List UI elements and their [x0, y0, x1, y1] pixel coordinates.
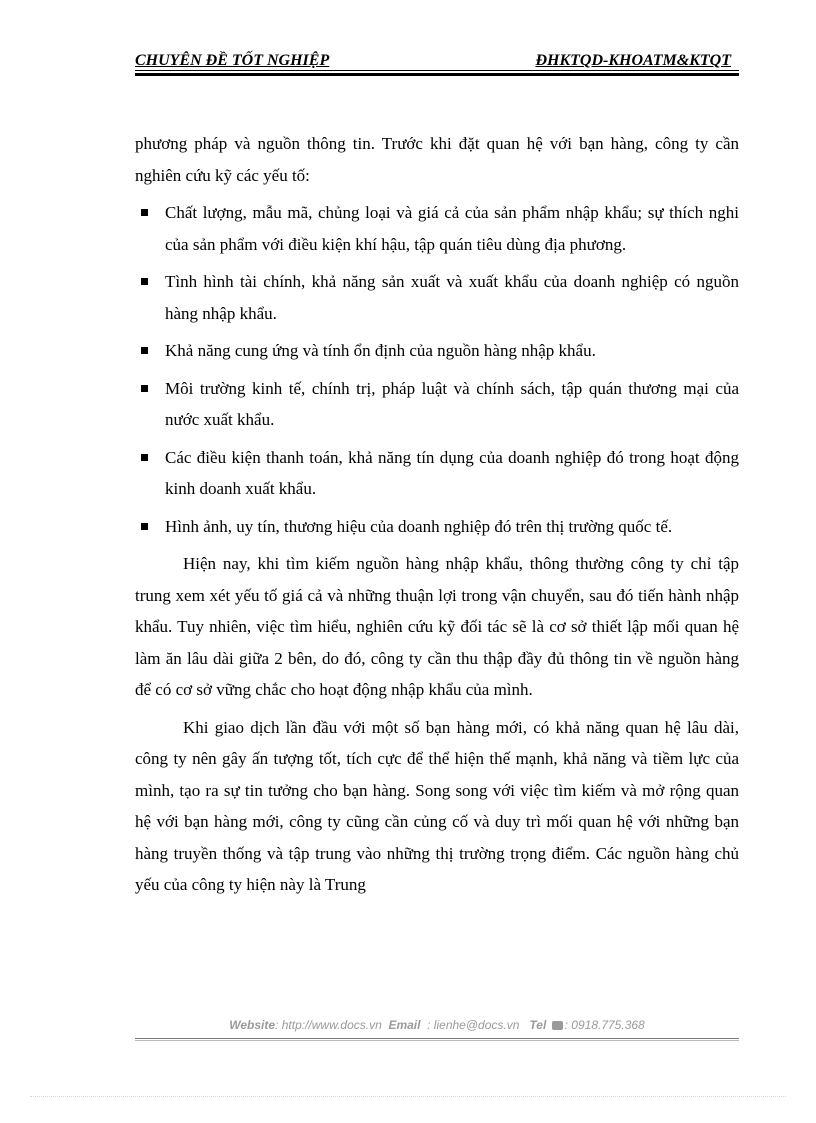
body-paragraph-1: Hiện nay, khi tìm kiếm nguồn hàng nhập khẩu, thông thường công ty chỉ tập trung xem xét yếu tố giá cả và những thuận lợi trong vận chuyển, sau đó tiến hành nhập khẩu. Tuy nhiên, việc tìm hiểu, nghiên cứu kỹ đối tác sẽ là cơ sở thiết lập mối quan hệ làm ăn lâu dài giữa 2 bên, do đó, công ty cần thu thập đầy đủ thông tin về nguồn hàng để có cơ sở vững chắc cho hoạt động nhập khẩu của mình. [135, 554, 739, 699]
phone-icon [552, 1021, 563, 1030]
list-item-text: Tình hình tài chính, khả năng sản xuất và xuất khẩu của doanh nghiệp có nguồn hàng nhập khẩu. [165, 272, 739, 323]
list-item [135, 197, 739, 260]
list-item [135, 511, 739, 543]
header-rule [135, 70, 739, 71]
tel-label: Tel [529, 1018, 547, 1032]
bullet-square-icon [141, 347, 148, 354]
page-footer [135, 1016, 739, 1046]
body-paragraph-2: Khi giao dịch lần đầu với một số bạn hàng mới, có khả năng quan hệ lâu dài, công ty nên gây ấn tượng tốt, tích cực để thể hiện thế mạnh, khả năng và tiềm lực của mình, tạo ra sự tin tưởng cho bạn hàng. Song song với việc tìm kiếm và mở rộng quan hệ với bạn hàng mới, công ty cũng cần củng cố và duy trì mối quan hệ với những bạn hàng truyền thống và tập trung vào những thị trường trọng điểm. Các nguồn hàng chủ yếu của công ty hiện này là Trung [135, 717, 739, 894]
footer-contact [135, 1018, 739, 1032]
page-header [135, 48, 739, 78]
page-bottom-edge [30, 1096, 786, 1097]
website-link[interactable]: : http://www.docs.vn [275, 1018, 382, 1032]
intro-paragraph: phương pháp và nguồn thông tin. Trước khi đặt quan hệ với bạn hàng, công ty cần nghiên cứu kỹ các yếu tố: [135, 134, 739, 185]
list-item-text: Chất lượng, mẫu mã, chủng loại và giá cả của sản phẩm nhập khẩu; sự thích nghi của sản phẩm với điều kiện khí hậu, tập quán tiêu dùng địa phương. [165, 203, 739, 254]
email-link[interactable]: : lienhe@docs.vn [427, 1018, 520, 1032]
list-item [135, 442, 739, 505]
list-item-text: Môi trường kinh tế, chính trị, pháp luật và chính sách, tập quán thương mại của nước xuất khẩu. [165, 378, 739, 429]
list-item-text: Các điều kiện thanh toán, khả năng tín dụng của doanh nghiệp đó trong hoạt động kinh doanh xuất khẩu. [165, 447, 739, 498]
tel-number: : 0918.775.368 [564, 1018, 645, 1032]
bullet-square-icon [141, 523, 148, 530]
header-faculty: ĐHKTQD-KHOATM&KTQT [535, 52, 731, 69]
bullet-square-icon [141, 278, 148, 285]
website-label: Website [229, 1018, 276, 1032]
factor-list [135, 197, 739, 542]
list-item [135, 266, 739, 329]
bullet-square-icon [141, 454, 148, 461]
list-item-text: Khả năng cung ứng và tính ổn định của nguồn hàng nhập khẩu. [165, 341, 596, 360]
bullet-square-icon [141, 385, 148, 392]
header-rule-thick [135, 73, 739, 76]
page-content [135, 128, 739, 901]
list-item-text: Hình ảnh, uy tín, thương hiệu của doanh nghiệp đó trên thị trường quốc tế. [165, 516, 673, 536]
header-title: CHUYÊN ĐỀ TỐT NGHIỆP [135, 52, 330, 69]
footer-rule-shadow [135, 1040, 739, 1041]
email-label: Email [388, 1018, 421, 1032]
list-item [135, 335, 739, 367]
footer-rule [135, 1038, 739, 1039]
bullet-square-icon [141, 209, 148, 216]
list-item [135, 373, 739, 436]
